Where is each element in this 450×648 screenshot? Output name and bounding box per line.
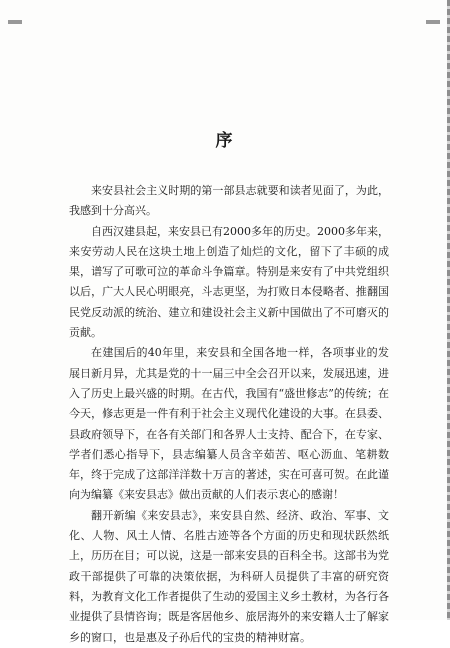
paragraph-3: 在建国后的40年里，来安县和全国各地一样，各项事业的发展日新月异，尤其是党的十一届三中全会召开以来，发展迅速，进入了历史上最兴盛的时期。在古代，我国有“盛世修志”的传统；在今天，修志更是一件有利于社会主义现代化建设的大事。在县委、县政府领导下，在各有关部门和各界人士支持、配合下，在专家、学者们悉心指导下，县志编纂人员含辛茹苦、呕心沥血、笔耕数年，终于完成了这部洋洋数十万言的著述，实在可喜可贺。在此谨向为编纂《来安县志》做出贡献的人们表示衷心的感谢！: [69, 346, 389, 502]
paragraph-1: 来安县社会主义时期的第一部县志就要和读者见面了，为此，我感到十分高兴。: [69, 184, 389, 218]
page-title: 序: [215, 131, 235, 151]
scan-mark-left: [8, 20, 22, 24]
paragraph-4: 翻开新编《来安县志》，来安县自然、经济、政治、军事、文化、人物、风土人情、名胜古迹等各个方面的历史和现状跃然纸上，历历在目；可以说，这是一部来安县的百科全书。这部书为党政干部提供了可靠的决策依据，为科研人员提供了丰富的研究资料，为教育文化工作者提供了生动的爱国主义乡土教材，为各行各业提供了县情咨询；既是客居他乡、旅居海外的来安籍人士了解家乡的窗口，也是惠及子孙后代的宝贵的精神财富。: [69, 508, 389, 644]
paragraph-2: 自西汉建县起，来安县已有2000多年的历史。2000多年来，来安劳动人民在这块土地上创造了灿烂的文化，留下了丰硕的成果，谱写了可歌可泣的革命斗争篇章。特别是来安有了中共党组织以后，广大人民心明眼亮，斗志更坚，为打败日本侵略者、推翻国民党反动派的统治、建立和建设社会主义新中国做出了不可磨灭的贡献。: [69, 224, 389, 340]
preface-body: [69, 181, 389, 648]
scan-mark-right: [426, 20, 440, 24]
